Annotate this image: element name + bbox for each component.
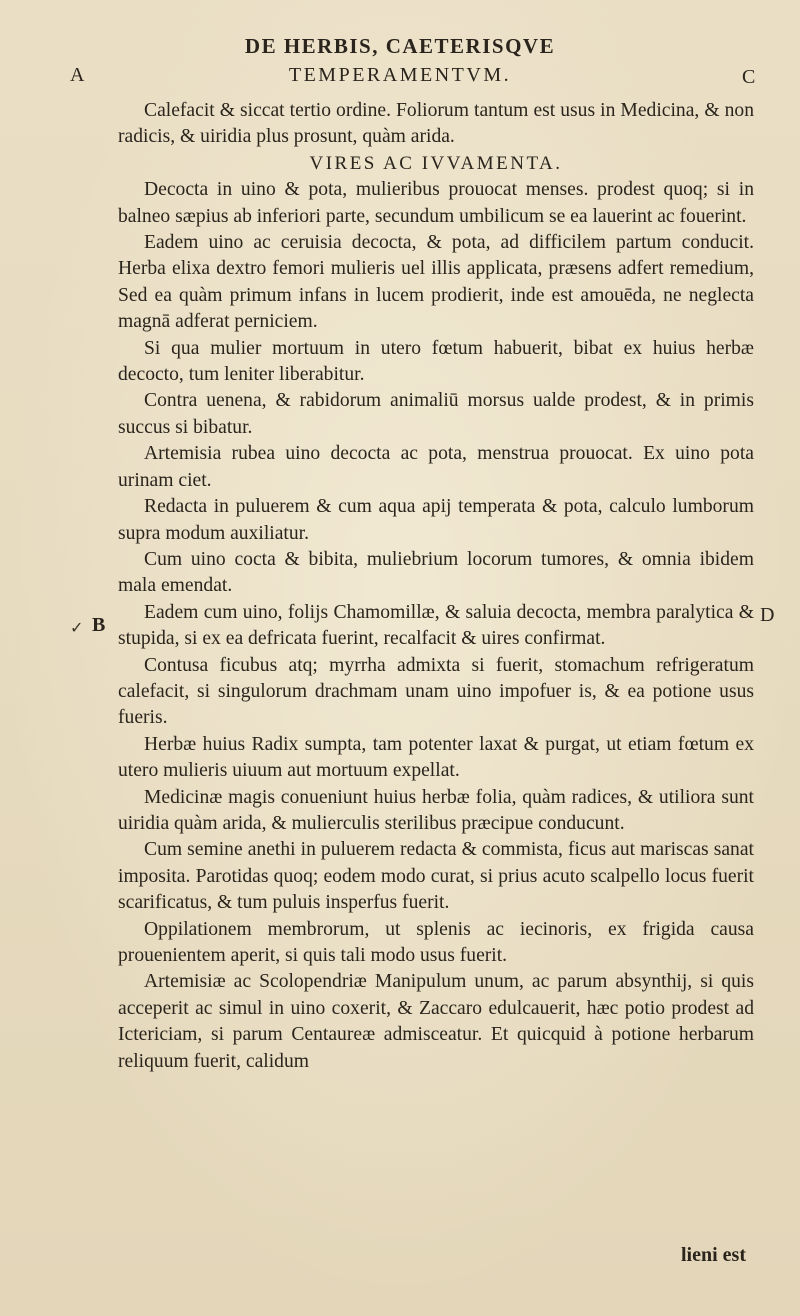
paragraph: Contra uenena, & rabidorum animaliū morsus ualde prodest, & in primis succus si bibatur.: [118, 390, 754, 438]
paragraph: Cum uino cocta & bibita, muliebrium locorum tumores, & omnia ibidem mala emendat.: [118, 548, 754, 597]
paragraph: Artemisiæ ac Scolopendriæ Manipulum unum, ac parum absynthij, si quis acceperit ac simul in uino coxerit, & Zaccaro edulcauerit, hæc potio prodest ad Ictericiam, si parum Centaureæ admisceatur. Et quicquid à potione herbarum reliquum fuerit, calidum: [118, 971, 754, 1072]
catchword: lieni est: [681, 1244, 746, 1266]
paragraph: Oppilationem membrorum, ut splenis ac iecinoris, ex frigida causa prouenientem aperit, si quis tali modo usus fuerit.: [118, 918, 754, 966]
paragraph: Cum semine anethi in puluerem redacta & commista, ficus aut mariscas sanat imposita. Parotidas quoq; eodem modo curat, si prius acuto scalpello locus fuerit scarificatus, & tum puluis insperfus fuerit.: [118, 839, 754, 914]
check-mark-icon: ✓: [70, 618, 84, 637]
margin-letter-c: C: [742, 66, 756, 88]
paragraph: Eadem uino ac ceruisia decocta, & pota, ad difficilem partum conducit. Herba elixa dextro femori mulieris uel illis applicata, præsens adfert remedium, Sed ea quàm primum infans in lucem prodierit, inde est amouēda, ne neglecta magnā adferat perniciem.: [118, 232, 754, 333]
paragraph: Calefacit & siccat tertio ordine. Foliorum tantum est usus in Medicina, & non radicis, & uiridia plus prosunt, quàm arida.: [118, 100, 754, 148]
paragraph: Artemisia rubea uino decocta ac pota, menstrua prouocat. Ex uino pota urinam ciet.: [118, 443, 754, 491]
paragraph: Herbæ huius Radix sumpta, tam potenter laxat & purgat, ut etiam fœtum ex utero mulieris uiuum aut mortuum expellat.: [118, 733, 754, 782]
running-head: DE HERBIS, CAETERISQVE: [244, 34, 556, 58]
paragraph: Medicinæ magis conueniunt huius herbæ folia, quàm radices, & utiliora sunt uiridia quàm arida, & mulierculis sterilibus præcipue conducunt.: [118, 786, 754, 834]
margin-letter-b: B: [92, 614, 106, 636]
paragraph: Eadem cum uino, folijs Chamomillæ, & saluia decocta, membra paralytica & stupida, si ex ea defricata fuerint, recalfacit & uires confirmat.: [118, 601, 754, 650]
paragraph: Si qua mulier mortuum in utero fœtum habuerit, bibat ex huius herbæ decocto, tum leniter liberabitur.: [118, 337, 754, 386]
paragraph: Contusa ficubus atq; myrrha admixta si fuerit, stomachum refrigeratum calefacit, si singulorum drachmam unam uino impofuer is, & ea potione usus fueris.: [118, 654, 754, 729]
paragraph: Redacta in puluerem & cum aqua apij temperata & pota, calculo lumborum supra modum auxiliatur.: [118, 496, 754, 544]
paragraph: Decocta in uino & pota, mulieribus prouocat menses. prodest quoq; si in balneo sæpius ab inferiori parte, secundum umbilicum se ea lauerint ac fouerint.: [118, 179, 754, 227]
section-heading: VIRES AC IVVAMENTA.: [309, 152, 563, 174]
margin-letter-d: D: [760, 604, 775, 626]
body-text: [118, 98, 754, 1075]
chapter-subhead: TEMPERAMENTVM.: [288, 64, 512, 86]
margin-letter-a: A: [70, 64, 85, 86]
